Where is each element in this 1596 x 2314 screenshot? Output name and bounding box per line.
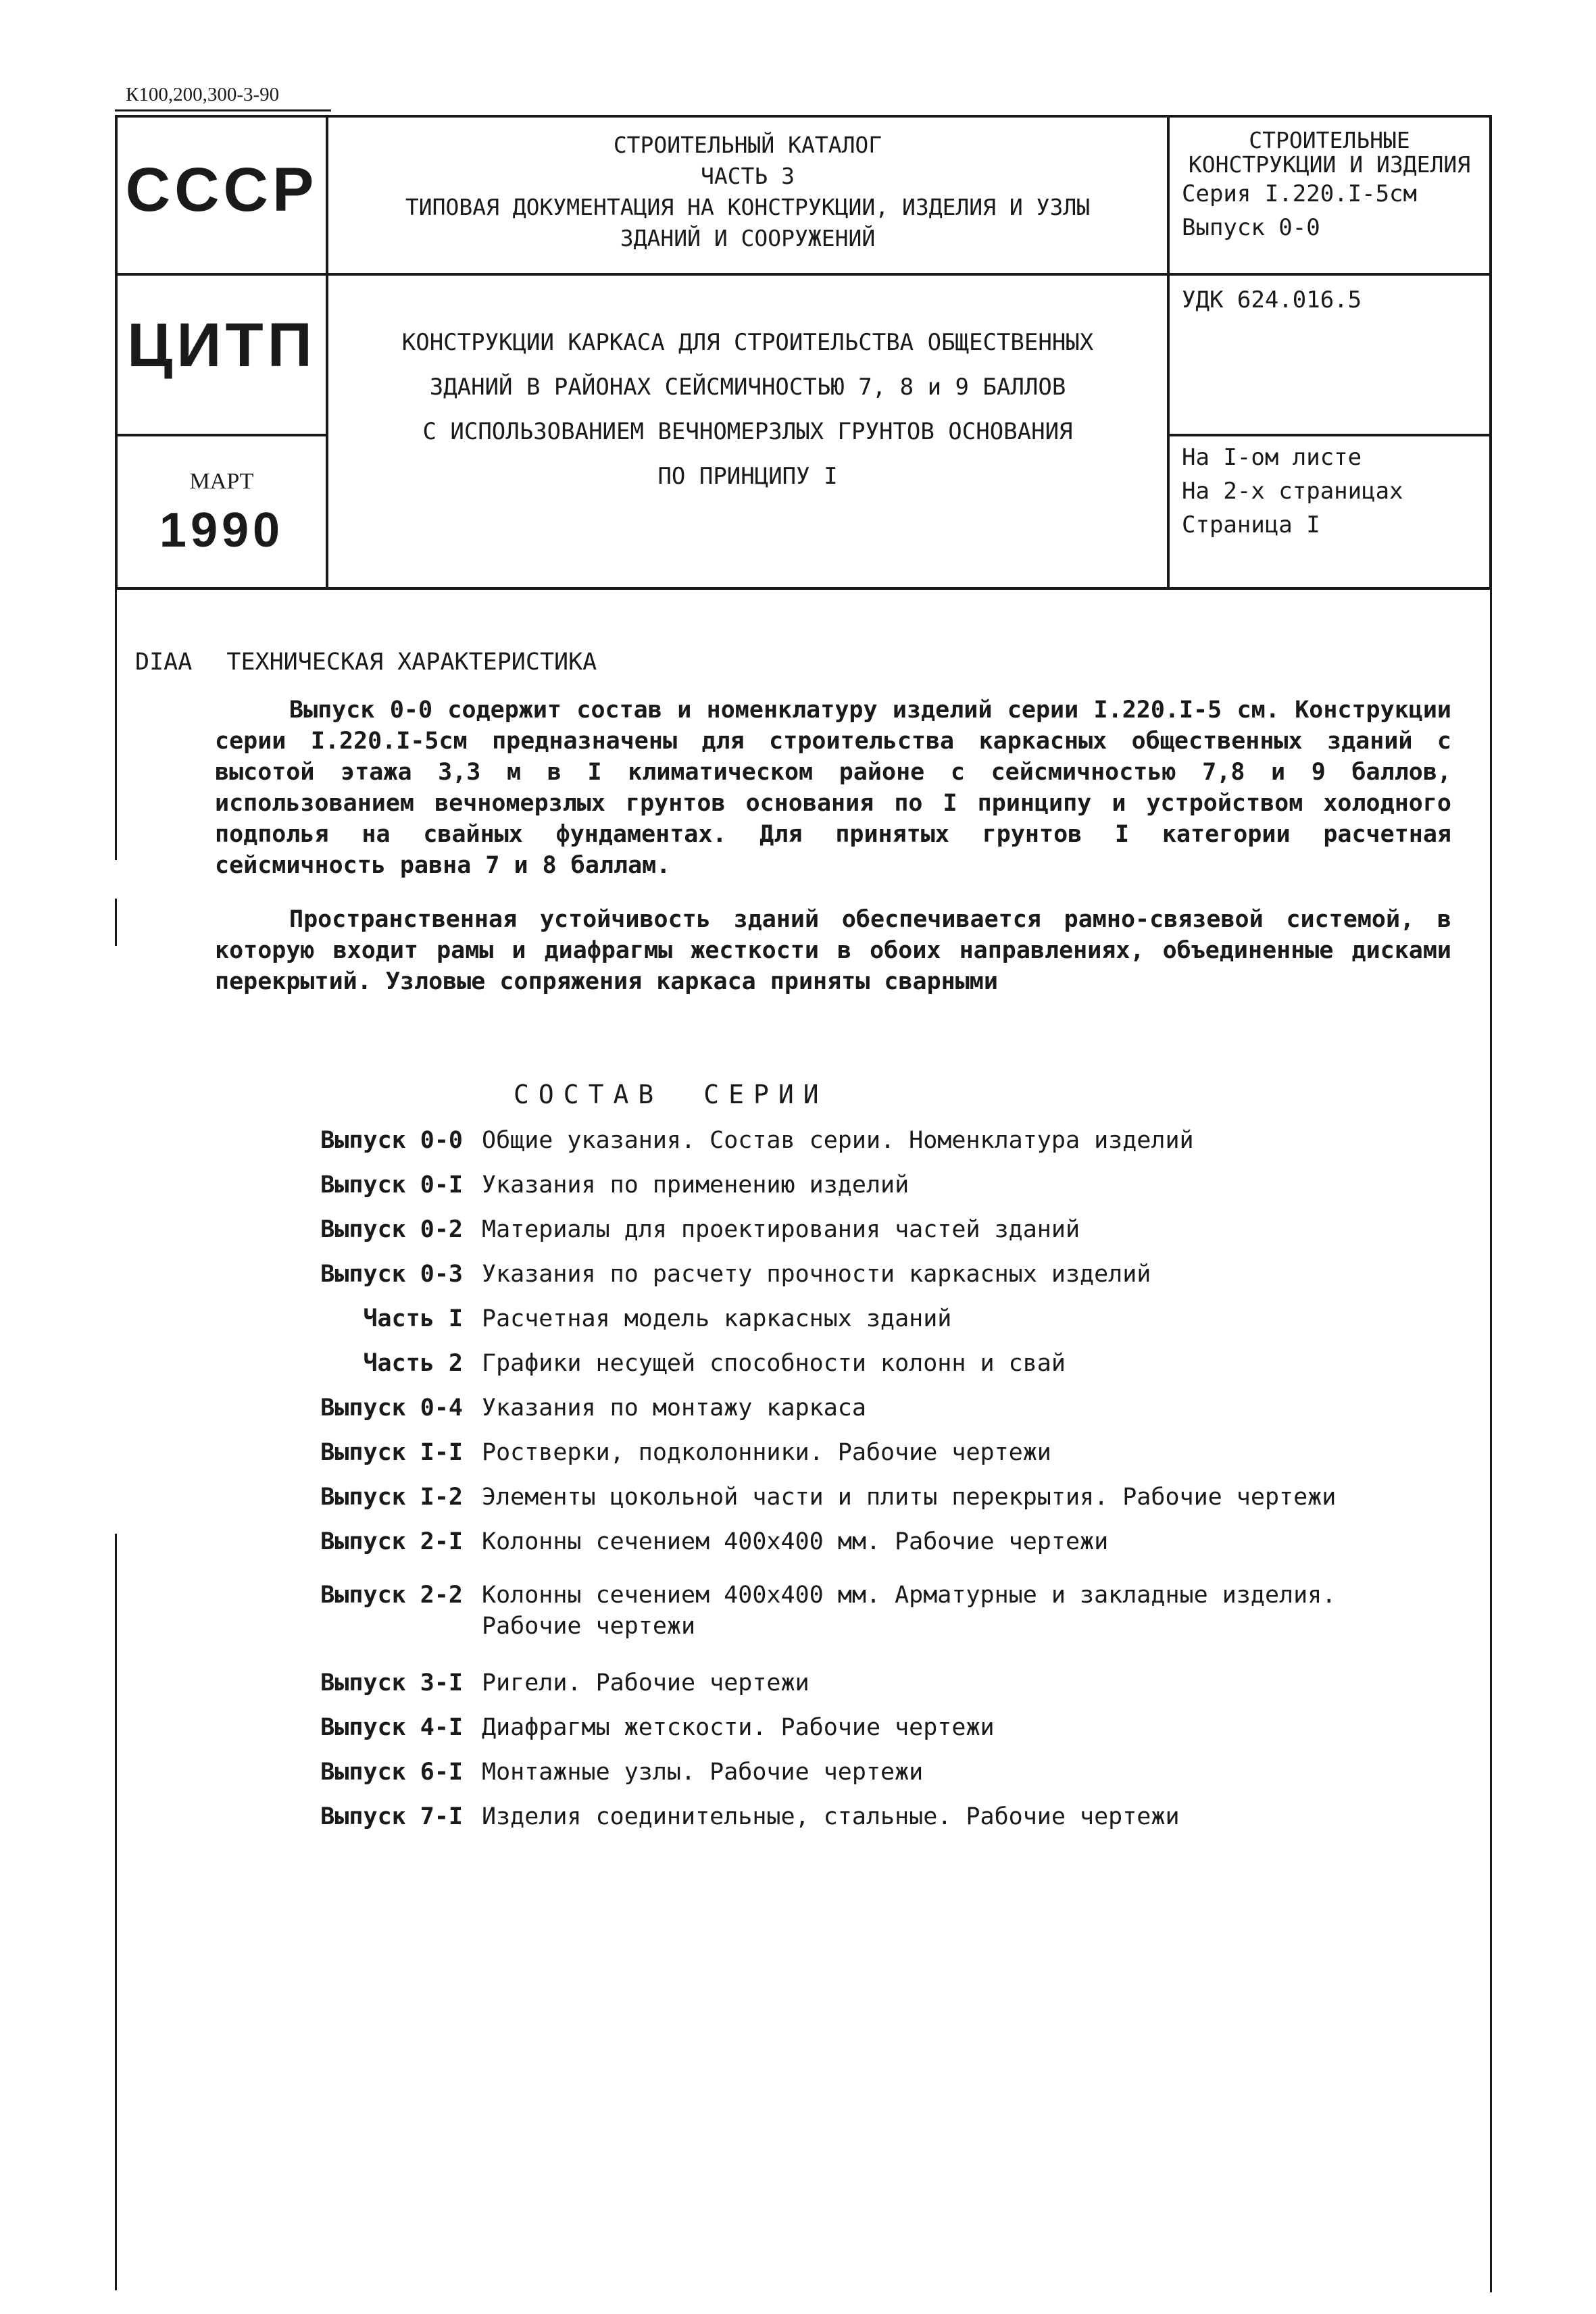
- item-text: Колонны сечением 400х400 мм. Арматурные и закладные изделия. Рабочие чертежи: [482, 1582, 1337, 1640]
- item-text: Расчетная модель каркасных зданий: [482, 1305, 952, 1332]
- issue-year: 1990: [159, 503, 284, 557]
- item-label: Часть 2: [363, 1350, 463, 1377]
- document-code: К100,200,300-3-90: [126, 84, 280, 105]
- org-column: [118, 118, 328, 587]
- item-label: Часть I: [363, 1305, 463, 1332]
- title-line: ПО ПРИНЦИПУ I: [657, 463, 838, 490]
- item-text: Указания по расчету прочности каркасных изделий: [482, 1261, 1151, 1288]
- composition-title-word: СЕРИИ: [703, 1080, 828, 1109]
- category-line: СТРОИТЕЛЬНЫЕ: [1249, 127, 1410, 153]
- item-text: Диафрагмы жетскости. Рабочие чертежи: [482, 1714, 995, 1741]
- paragraph-1: [215, 695, 1451, 881]
- page-frame-left-mark-1: [115, 899, 117, 946]
- series-column: [1170, 118, 1489, 587]
- org-divider-2: [118, 434, 326, 436]
- title-divider: [328, 273, 1167, 276]
- item-label: Выпуск 4-I: [320, 1714, 463, 1741]
- page-frame-right: [1490, 590, 1492, 2292]
- composition-title: [514, 1080, 828, 1109]
- composition-title-word: СОСТАВ: [514, 1080, 664, 1109]
- title-line: КОНСТРУКЦИИ КАРКАСА ДЛЯ СТРОИТЕЛЬСТВА ОБЩЕСТВЕННЫХ: [401, 329, 1094, 356]
- category-line: КОНСТРУКЦИИ И ИЗДЕЛИЯ: [1188, 151, 1471, 178]
- paragraph-2: [215, 904, 1451, 997]
- item-text: Общие указания. Состав серии. Номенклатура изделий: [482, 1127, 1194, 1154]
- page-info-line: На I-ом листе: [1182, 444, 1362, 471]
- title-block: [115, 115, 1492, 590]
- item-text: Элементы цокольной части и плиты перекрытия. Рабочие чертежи: [482, 1484, 1337, 1511]
- section-title: ТЕХНИЧЕСКАЯ ХАРАКТЕРИСТИКА: [226, 649, 597, 676]
- item-text: Монтажные узлы. Рабочие чертежи: [482, 1759, 924, 1786]
- page-info-line: На 2-х страницах: [1182, 478, 1403, 505]
- series-info: [1170, 128, 1489, 245]
- catalog-line: ТИПОВАЯ ДОКУМЕНТАЦИЯ НА КОНСТРУКЦИИ, ИЗДЕЛИЯ И УЗЛЫ: [405, 194, 1091, 220]
- item-text: Колонны сечением 400х400 мм. Рабочие чертежи: [482, 1528, 1109, 1555]
- org-divider-1: [118, 273, 326, 276]
- item-text: Ростверки, подколонники. Рабочие чертежи: [482, 1439, 1051, 1466]
- section-heading: [135, 649, 617, 676]
- item-label: Выпуск I-I: [320, 1439, 463, 1466]
- catalog-header: [328, 130, 1167, 254]
- item-text: Изделия соединительные, стальные. Рабочие чертежи: [482, 1803, 1180, 1830]
- series-number: Серия I.220.I-5см: [1182, 180, 1417, 207]
- item-label: Выпуск 6-I: [320, 1759, 463, 1786]
- page-info: [1170, 441, 1489, 542]
- item-label: Выпуск 0-I: [320, 1172, 463, 1199]
- series-divider-2: [1170, 434, 1489, 436]
- page-info-line: Страница I: [1182, 511, 1320, 538]
- paragraph-text: Пространственная устойчивость зданий обеспечивается рамно-связевой системой, в которую входит рамы и диафрагмы жесткости в обоих направлениях, объединенные дисками перекрытий. Узловые сопряжения каркаса приняты сварными: [215, 906, 1451, 995]
- title-column: [328, 118, 1170, 587]
- org-citp: ЦИТП: [127, 311, 316, 380]
- item-label: Выпуск 0-3: [320, 1261, 463, 1288]
- title-line: ЗДАНИЙ В РАЙОНАХ СЕЙСМИЧНОСТЬЮ 7, 8 и 9 БАЛЛОВ: [429, 374, 1066, 401]
- item-label: Выпуск 0-0: [320, 1127, 463, 1154]
- page-frame-left: [115, 590, 117, 860]
- section-code: DIAA: [135, 649, 193, 676]
- item-label: Выпуск 3-I: [320, 1669, 463, 1696]
- item-label: Выпуск 2-2: [320, 1582, 463, 1609]
- issue-number: Выпуск 0-0: [1182, 214, 1320, 241]
- item-text: Ригели. Рабочие чертежи: [482, 1669, 809, 1696]
- item-text: Материалы для проектирования частей зданий: [482, 1216, 1080, 1243]
- item-label: Выпуск 7-I: [320, 1803, 463, 1830]
- document-title: [328, 320, 1167, 499]
- issue-month: МАРТ: [189, 469, 254, 494]
- catalog-line: ЗДАНИЙ И СООРУЖЕНИЙ: [620, 225, 876, 251]
- org-ussr: СССР: [125, 155, 318, 224]
- item-label: Выпуск 0-4: [320, 1394, 463, 1422]
- code-underline: [115, 109, 331, 111]
- item-text: Графики несущей способности колонн и свай: [482, 1350, 1066, 1377]
- item-text: Указания по применению изделий: [482, 1172, 909, 1199]
- udk-code: УДК 624.016.5: [1182, 286, 1362, 313]
- item-label: Выпуск 2-I: [320, 1528, 463, 1555]
- catalog-line: СТРОИТЕЛЬНЫЙ КАТАЛОГ: [613, 132, 882, 158]
- item-text: Указания по монтажу каркаса: [482, 1394, 866, 1422]
- series-divider-1: [1170, 273, 1489, 276]
- item-label: Выпуск 0-2: [320, 1216, 463, 1243]
- catalog-line: ЧАСТЬ 3: [700, 163, 795, 189]
- title-line: С ИСПОЛЬЗОВАНИЕМ ВЕЧНОМЕРЗЛЫХ ГРУНТОВ ОСНОВАНИЯ: [422, 418, 1073, 445]
- paragraph-text: Выпуск 0-0 содержит состав и номенклатуру изделий серии I.220.I-5 см. Конструкции серии I.220.I-5см предназначены для строительства каркасных общественных зданий с высотой этажа 3,3 м в I климатическом районе с сейсмичностью 7,8 и 9 баллов, использованием вечномерзлых грунтов основания по I принципу и устройством холодного подполья на свайных фундаментах. Для принятых грунтов I категории расчетная сейсмичность равна 7 и 8 баллам.: [215, 697, 1451, 879]
- item-label: Выпуск I-2: [320, 1484, 463, 1511]
- page-frame-left-mark-2: [115, 1534, 117, 2290]
